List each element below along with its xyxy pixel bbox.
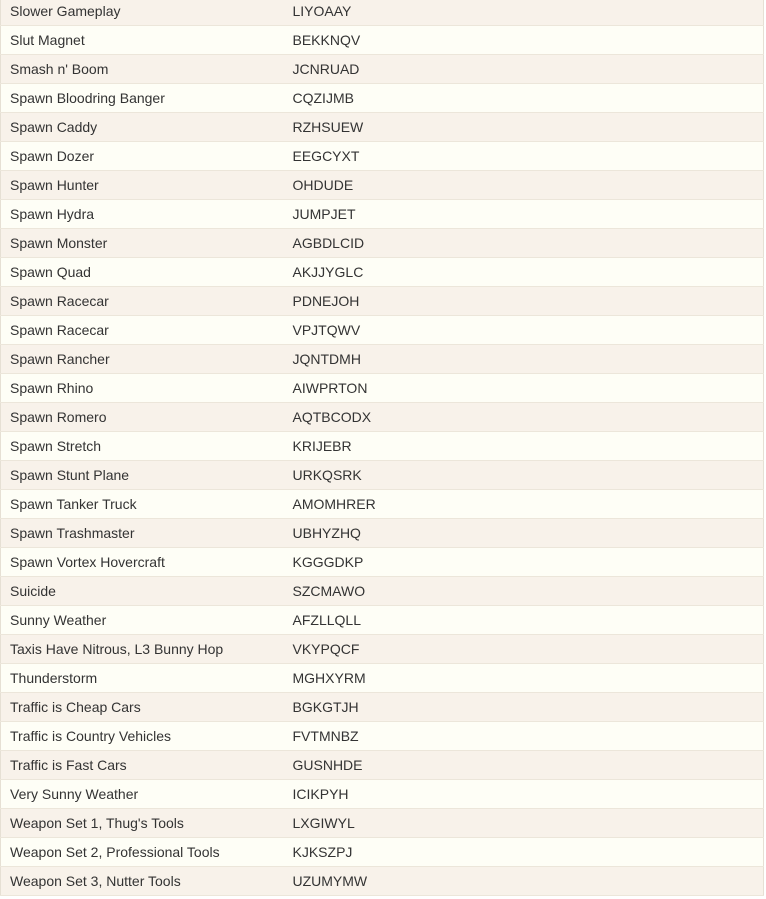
- table-row: [1, 171, 764, 200]
- cheat-code-cell: JUMPJET: [284, 200, 764, 229]
- cheat-name-cell: Spawn Hunter: [1, 171, 284, 200]
- cheat-code-cell: BEKKNQV: [284, 26, 764, 55]
- cheat-code-cell: URKQSRK: [284, 461, 764, 490]
- cheat-name-cell: Spawn Stunt Plane: [1, 461, 284, 490]
- cheat-rows: [1, 0, 764, 896]
- table-row: [1, 693, 764, 722]
- cheat-code-cell: JQNTDMH: [284, 345, 764, 374]
- table-row: [1, 722, 764, 751]
- table-row: [1, 345, 764, 374]
- table-row: [1, 490, 764, 519]
- table-row: [1, 809, 764, 838]
- cheat-code-cell: KJKSZPJ: [284, 838, 764, 867]
- cheat-name-cell: Spawn Trashmaster: [1, 519, 284, 548]
- table-row: [1, 287, 764, 316]
- cheat-code-cell: RZHSUEW: [284, 113, 764, 142]
- table-row: [1, 548, 764, 577]
- table-row: [1, 113, 764, 142]
- table-row: [1, 258, 764, 287]
- table-row: [1, 606, 764, 635]
- cheat-name-cell: Spawn Rancher: [1, 345, 284, 374]
- cheat-code-cell: CQZIJMB: [284, 84, 764, 113]
- cheat-code-cell: SZCMAWO: [284, 577, 764, 606]
- cheat-name-cell: Sunny Weather: [1, 606, 284, 635]
- table-row: [1, 577, 764, 606]
- table-row: [1, 316, 764, 345]
- table-row: [1, 461, 764, 490]
- cheat-name-cell: Spawn Racecar: [1, 316, 284, 345]
- cheat-name-cell: Spawn Quad: [1, 258, 284, 287]
- table-row: [1, 200, 764, 229]
- cheat-name-cell: Spawn Stretch: [1, 432, 284, 461]
- cheat-name-cell: Suicide: [1, 577, 284, 606]
- cheat-name-cell: Spawn Bloodring Banger: [1, 84, 284, 113]
- cheat-code-cell: FVTMNBZ: [284, 722, 764, 751]
- cheat-code-cell: KGGGDKP: [284, 548, 764, 577]
- table-row: [1, 838, 764, 867]
- cheat-name-cell: Smash n' Boom: [1, 55, 284, 84]
- table-row: [1, 751, 764, 780]
- cheat-name-cell: Traffic is Country Vehicles: [1, 722, 284, 751]
- cheat-code-cell: PDNEJOH: [284, 287, 764, 316]
- cheat-name-cell: Spawn Dozer: [1, 142, 284, 171]
- cheat-name-cell: Weapon Set 1, Thug's Tools: [1, 809, 284, 838]
- cheat-code-cell: AKJJYGLC: [284, 258, 764, 287]
- cheat-code-cell: LIYOAAY: [284, 0, 764, 26]
- cheat-code-cell: AFZLLQLL: [284, 606, 764, 635]
- cheat-code-cell: UZUMYMW: [284, 867, 764, 896]
- table-row: [1, 403, 764, 432]
- cheat-code-cell: AGBDLCID: [284, 229, 764, 258]
- cheat-code-cell: JCNRUAD: [284, 55, 764, 84]
- cheat-code-cell: OHDUDE: [284, 171, 764, 200]
- cheat-name-cell: Traffic is Cheap Cars: [1, 693, 284, 722]
- table-row: [1, 867, 764, 896]
- table-row: [1, 229, 764, 258]
- cheat-name-cell: Slower Gameplay: [1, 0, 284, 26]
- table-row: [1, 84, 764, 113]
- cheat-code-cell: KRIJEBR: [284, 432, 764, 461]
- table-row: [1, 664, 764, 693]
- table-row: [1, 635, 764, 664]
- cheat-code-cell: LXGIWYL: [284, 809, 764, 838]
- cheat-name-cell: Taxis Have Nitrous, L3 Bunny Hop: [1, 635, 284, 664]
- cheat-code-cell: AMOMHRER: [284, 490, 764, 519]
- cheat-name-cell: Spawn Romero: [1, 403, 284, 432]
- table-row: [1, 0, 764, 26]
- cheat-name-cell: Very Sunny Weather: [1, 780, 284, 809]
- table-row: [1, 780, 764, 809]
- cheat-name-cell: Spawn Rhino: [1, 374, 284, 403]
- cheat-name-cell: Weapon Set 3, Nutter Tools: [1, 867, 284, 896]
- cheat-code-cell: UBHYZHQ: [284, 519, 764, 548]
- cheat-code-cell: VKYPQCF: [284, 635, 764, 664]
- cheat-name-cell: Spawn Caddy: [1, 113, 284, 142]
- cheat-name-cell: Spawn Hydra: [1, 200, 284, 229]
- cheat-name-cell: Traffic is Fast Cars: [1, 751, 284, 780]
- cheat-code-cell: ICIKPYH: [284, 780, 764, 809]
- cheat-name-cell: Spawn Tanker Truck: [1, 490, 284, 519]
- table-row: [1, 55, 764, 84]
- cheat-name-cell: Thunderstorm: [1, 664, 284, 693]
- table-row: [1, 374, 764, 403]
- cheat-name-cell: Spawn Monster: [1, 229, 284, 258]
- table-row: [1, 142, 764, 171]
- cheat-name-cell: Slut Magnet: [1, 26, 284, 55]
- table-row: [1, 432, 764, 461]
- table-row: [1, 26, 764, 55]
- cheat-name-cell: Spawn Vortex Hovercraft: [1, 548, 284, 577]
- cheat-code-cell: BGKGTJH: [284, 693, 764, 722]
- cheat-code-cell: VPJTQWV: [284, 316, 764, 345]
- cheat-name-cell: Weapon Set 2, Professional Tools: [1, 838, 284, 867]
- cheat-code-cell: GUSNHDE: [284, 751, 764, 780]
- cheat-code-cell: EEGCYXT: [284, 142, 764, 171]
- cheat-code-cell: AQTBCODX: [284, 403, 764, 432]
- cheat-name-cell: Spawn Racecar: [1, 287, 284, 316]
- cheat-code-cell: MGHXYRM: [284, 664, 764, 693]
- table-row: [1, 519, 764, 548]
- cheat-code-cell: AIWPRTON: [284, 374, 764, 403]
